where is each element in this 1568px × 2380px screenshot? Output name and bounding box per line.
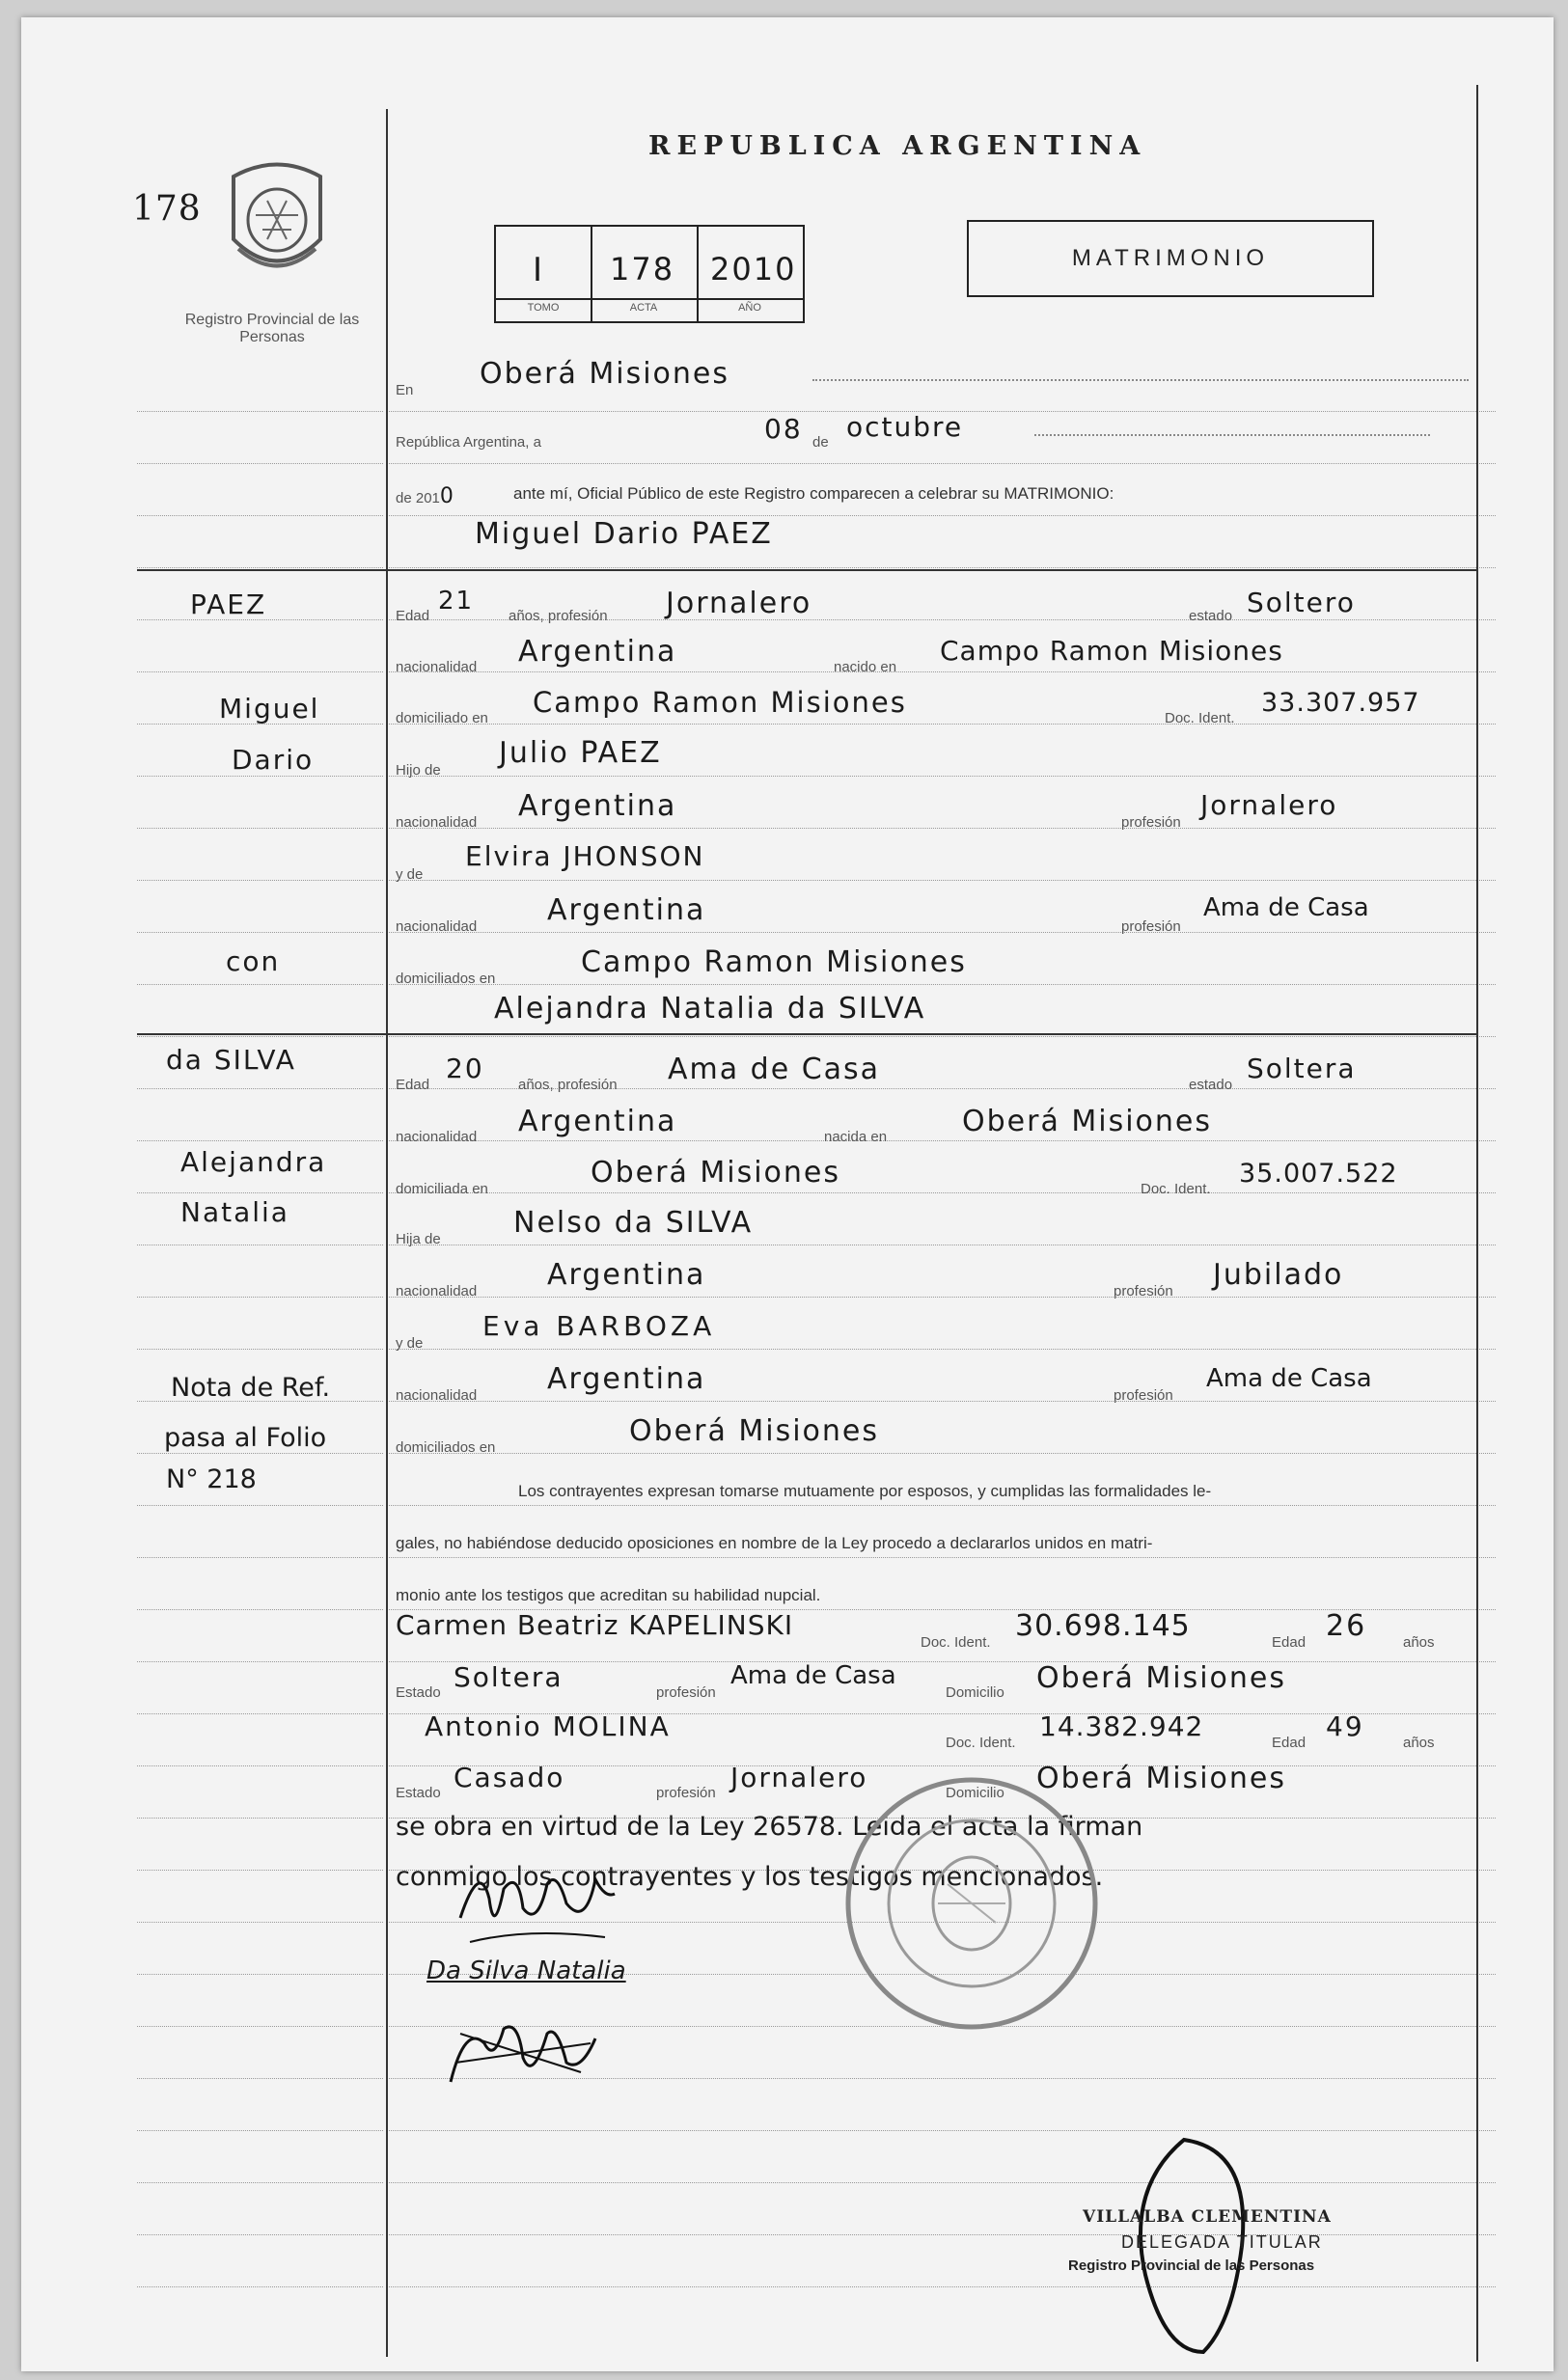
groom-madre: Elvira JHONSON (465, 840, 705, 872)
groom-edad: 21 (438, 587, 475, 616)
groom-hijo-label: Hijo de (396, 762, 441, 779)
witness2-anos-label: años (1403, 1735, 1435, 1751)
ruled-line (137, 1557, 383, 1558)
year-digit: 0 (439, 484, 455, 508)
bride-padre-nac-label: nacionalidad (396, 1283, 478, 1299)
bride-doc: 35.007.522 (1239, 1159, 1398, 1189)
right-border (1476, 85, 1478, 2362)
bride-padre-prof-label: profesión (1114, 1283, 1173, 1299)
ruled-line (137, 463, 383, 464)
witness1-estado-label: Estado (396, 1684, 441, 1701)
bride-edad: 20 (446, 1053, 484, 1084)
margin-ruled-lines (137, 384, 383, 2313)
bride-padres-domicilio: Oberá Misiones (629, 1414, 880, 1448)
groom-padres-dom-label: domiciliados en (396, 971, 496, 987)
registry-name: Registro Provincial de las Personas (184, 312, 360, 345)
ruled-line (137, 567, 383, 568)
ruled-line (386, 1297, 1496, 1298)
ruled-line (137, 1818, 383, 1819)
ruled-line (386, 1453, 1496, 1454)
margin-bride-surname: da SILVA (166, 1044, 296, 1076)
ruled-line (137, 1453, 383, 1454)
groom-nacionalidad: Argentina (518, 635, 677, 669)
ruled-line (386, 2234, 1496, 2235)
margin-groom-name2: Dario (232, 744, 315, 776)
section-rule-top (137, 569, 1478, 571)
groom-nacido-label: nacido en (834, 659, 897, 675)
ruled-line (386, 1401, 1496, 1402)
ruled-line (137, 2026, 383, 2027)
ruled-line (137, 984, 383, 985)
witness1-edad: 26 (1326, 1609, 1367, 1643)
margin-groom-name1: Miguel (219, 693, 320, 725)
ruled-line (137, 2130, 383, 2131)
margin-bride-name2: Natalia (180, 1196, 289, 1228)
ruled-line (137, 671, 383, 672)
groom-signature (451, 1850, 624, 1956)
ruled-line (386, 2286, 1496, 2287)
bride-hija-label: Hija de (396, 1231, 441, 1247)
bride-domicilio-label: domiciliada en (396, 1181, 488, 1197)
page-number: 178 (132, 189, 202, 229)
ruled-line (386, 880, 1496, 881)
closing-line-2: conmigo los contrayentes y los testigos mencionados. (396, 1862, 1104, 1892)
ruled-line (137, 1661, 383, 1662)
ruled-line (137, 1088, 383, 1089)
bride-estado-label: estado (1189, 1077, 1233, 1093)
witness2-doc-label: Doc. Ident. (946, 1735, 1016, 1751)
bride-yde-label: y de (396, 1335, 424, 1352)
ruled-line (137, 880, 383, 881)
bride-padre-nacionalidad: Argentina (547, 1258, 706, 1292)
ruled-line (137, 2234, 383, 2235)
groom-profesion-label: años, profesión (509, 608, 608, 624)
groom-padre-prof-label: profesión (1121, 814, 1181, 831)
ruled-line (386, 463, 1496, 464)
witness-signature (436, 2005, 610, 2101)
groom-nacido-en: Campo Ramon Misiones (940, 635, 1283, 667)
margin-note-1: Nota de Ref. (171, 1373, 331, 1403)
ruled-line (137, 1922, 383, 1923)
ruled-line (137, 515, 383, 516)
ruled-line (386, 1192, 1496, 1193)
ruled-line (137, 1349, 383, 1350)
en-label: En (396, 382, 414, 398)
margin-groom-surname: PAEZ (190, 588, 267, 620)
bride-fullname: Alejandra Natalia da SILVA (494, 992, 926, 1026)
bride-padre: Nelso da SILVA (513, 1206, 754, 1240)
year-prefix: de 2010 (396, 484, 455, 508)
witness1-doc: 30.698.145 (1015, 1609, 1191, 1643)
bride-padre-profesion: Jubilado (1213, 1258, 1344, 1292)
groom-padre-profesion: Jornalero (1200, 789, 1338, 821)
witness2-name: Antonio MOLINA (425, 1710, 671, 1742)
witness1-profesion: Ama de Casa (730, 1661, 896, 1690)
declaration-line-3: monio ante los testigos que acreditan su habilidad nupcial. (396, 1586, 821, 1604)
ruled-line (137, 2078, 383, 2079)
groom-nacionalidad-label: nacionalidad (396, 659, 478, 675)
acta-value: 178 (610, 251, 675, 287)
ruled-line (386, 2182, 1496, 2183)
ruled-line (386, 2130, 1496, 2131)
ruled-line (137, 1765, 383, 1766)
ano-label: AÑO (738, 302, 761, 314)
ruled-line (137, 1870, 383, 1871)
groom-padre-nac-label: nacionalidad (396, 814, 478, 831)
witness2-domicilio: Oberá Misiones (1036, 1762, 1287, 1795)
margin-bride-name1: Alejandra (180, 1146, 327, 1178)
ruled-line (137, 776, 383, 777)
witness1-domicilio: Oberá Misiones (1036, 1661, 1287, 1695)
ruled-line (137, 932, 383, 933)
closing-line-1: se obra en virtud de la Ley 26578. Leida el acta la firman (396, 1812, 1143, 1842)
ruled-line (137, 1036, 383, 1037)
groom-yde-label: y de (396, 866, 424, 883)
ruled-line (386, 1557, 1496, 1558)
official-office: Registro Provincial de las Personas (1068, 2257, 1315, 2274)
official-role: DELEGADA TITULAR (1121, 2232, 1323, 2252)
bride-madre-prof-label: profesión (1114, 1387, 1173, 1404)
witness1-doc-label: Doc. Ident. (921, 1634, 991, 1651)
ruled-line (386, 567, 1496, 568)
witness1-domicilio-label: Domicilio (946, 1684, 1004, 1701)
bride-madre: Eva BARBOZA (482, 1310, 716, 1342)
margin-note-2: pasa al Folio (164, 1423, 327, 1453)
bride-profesion-label: años, profesión (518, 1077, 618, 1093)
groom-domicilio-label: domiciliado en (396, 710, 488, 726)
bride-estado: Soltera (1247, 1053, 1357, 1084)
ruled-line (137, 1505, 383, 1506)
ruled-line (137, 828, 383, 829)
groom-profesion: Jornalero (666, 587, 812, 620)
bride-doc-label: Doc. Ident. (1141, 1181, 1211, 1197)
witness1-name: Carmen Beatriz KAPELINSKI (396, 1609, 794, 1641)
witness2-domicilio-label: Domicilio (946, 1785, 1004, 1801)
groom-estado-label: estado (1189, 608, 1233, 624)
ruled-line (137, 1713, 383, 1714)
witness2-profesion-label: profesión (656, 1785, 716, 1801)
ruled-line (386, 1505, 1496, 1506)
ruled-line (137, 1609, 383, 1610)
groom-fullname: Miguel Dario PAEZ (475, 517, 773, 551)
groom-madre-nac-label: nacionalidad (396, 918, 478, 935)
bride-nacionalidad: Argentina (518, 1105, 677, 1138)
ruled-line (137, 1297, 383, 1298)
bride-nacionalidad-label: nacionalidad (396, 1129, 478, 1145)
ruled-line (386, 984, 1496, 985)
witness2-estado: Casado (454, 1762, 565, 1793)
bride-domicilio: Oberá Misiones (591, 1156, 841, 1190)
ruled-line (137, 2182, 383, 2183)
de-label: de (812, 434, 829, 451)
witness2-estado-label: Estado (396, 1785, 441, 1801)
bride-nacida-en: Oberá Misiones (962, 1105, 1213, 1138)
ruled-line (386, 671, 1496, 672)
groom-domicilio: Campo Ramon Misiones (533, 686, 907, 719)
witness1-profesion-label: profesión (656, 1684, 716, 1701)
ano-value: 2010 (710, 251, 797, 287)
ruled-line (386, 515, 1496, 516)
document-sheet (21, 17, 1554, 2371)
groom-doc-label: Doc. Ident. (1165, 710, 1235, 726)
official-round-seal (841, 1773, 1102, 2034)
groom-madre-nacionalidad: Argentina (547, 893, 706, 927)
bride-edad-label: Edad (396, 1077, 430, 1093)
republica-label: República Argentina, a (396, 434, 541, 451)
bride-profesion: Ama de Casa (668, 1053, 881, 1086)
marriage-month: octubre (846, 411, 964, 443)
section-rule-groom (137, 1033, 1478, 1035)
witness2-edad-label: Edad (1272, 1735, 1307, 1751)
acta-label: ACTA (629, 302, 658, 314)
groom-edad-label: Edad (396, 608, 430, 624)
ruled-line (386, 828, 1496, 829)
record-box (494, 225, 805, 323)
ruled-line (386, 1349, 1496, 1350)
ruled-line (137, 1192, 383, 1193)
ruled-line (137, 1140, 383, 1141)
marriage-day: 08 (764, 413, 803, 445)
ruled-line (386, 1140, 1496, 1141)
provincial-seal-logo (219, 157, 335, 302)
bride-signature: Da Silva Natalia (426, 1956, 626, 1985)
declaration-line-2: gales, no habiéndose deducido oposiciones en nombre de la Ley procedo a declararlos unidos en matri- (396, 1534, 1153, 1552)
intro-text: ante mí, Oficial Público de este Registro comparecen a celebrar su MATRIMONIO: (513, 484, 1114, 503)
margin-note-3: N° 218 (166, 1464, 257, 1494)
bride-nacida-label: nacida en (824, 1129, 888, 1145)
form-type-box (967, 220, 1374, 297)
ruled-line (137, 1974, 383, 1975)
witness2-profesion: Jornalero (730, 1762, 868, 1793)
ruled-line (386, 932, 1496, 933)
ruled-line (386, 724, 1496, 725)
groom-doc: 33.307.957 (1261, 688, 1420, 718)
groom-madre-prof-label: profesión (1121, 918, 1181, 935)
witness1-edad-label: Edad (1272, 1634, 1307, 1651)
ruled-line (386, 776, 1496, 777)
margin-con: con (226, 945, 281, 977)
bride-madre-nac-label: nacionalidad (396, 1387, 478, 1404)
bride-madre-profesion: Ama de Casa (1206, 1364, 1372, 1393)
declaration-line-1: Los contrayentes expresan tomarse mutuamente por esposos, y cumplidas las formalidades le- (518, 1482, 1212, 1500)
groom-padre-nacionalidad: Argentina (518, 789, 677, 823)
official-name: VILLALBA CLEMENTINA (1083, 2207, 1332, 2227)
margin-divider (386, 109, 388, 2357)
witness2-doc: 14.382.942 (1039, 1710, 1204, 1742)
groom-padre: Julio PAEZ (499, 736, 662, 770)
witness1-anos-label: años (1403, 1634, 1435, 1651)
witness2-edad: 49 (1326, 1710, 1364, 1742)
witness1-estado: Soltera (454, 1661, 564, 1693)
ruled-line (137, 2286, 383, 2287)
ruled-line (137, 411, 383, 412)
ruled-line (386, 1036, 1496, 1037)
groom-estado: Soltero (1247, 587, 1356, 618)
groom-madre-profesion: Ama de Casa (1203, 893, 1369, 922)
marriage-place: Oberá Misiones (480, 357, 730, 391)
bride-madre-nacionalidad: Argentina (547, 1362, 706, 1396)
bride-padres-dom-label: domiciliados en (396, 1439, 496, 1456)
form-type-label: MATRIMONIO (1071, 245, 1270, 271)
document-title: REPUBLICA ARGENTINA (648, 131, 1147, 161)
tomo-value: I (533, 251, 545, 289)
groom-padres-domicilio: Campo Ramon Misiones (581, 945, 967, 979)
tomo-label: TOMO (527, 302, 560, 314)
